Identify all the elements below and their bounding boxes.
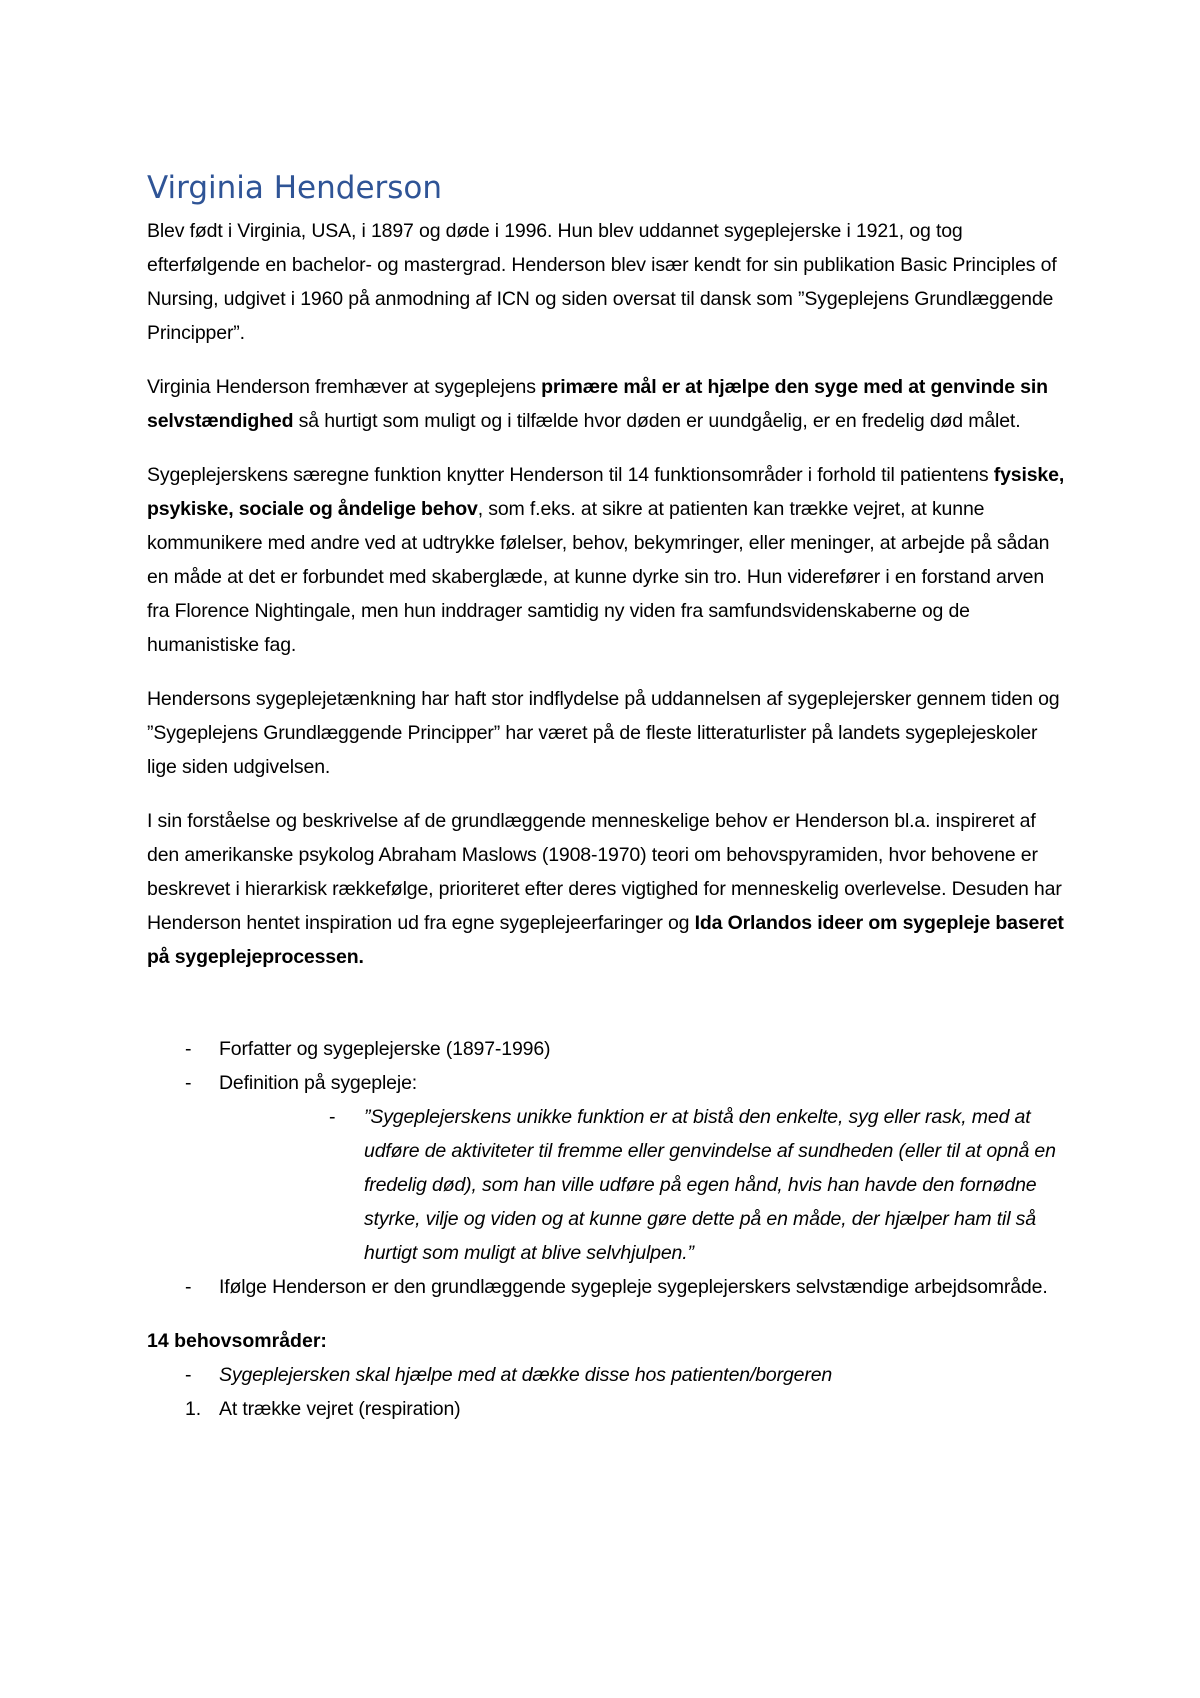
paragraph-biography: Blev født i Virginia, USA, i 1897 og døde i 1996. Hun blev uddannet sygeplejerske i 1921, og tog efterfølgende en bachelor- og mastergrad. Henderson blev især kendt for sin publikation Basic Principles of Nursing, udgivet i 1960 på anmodning af ICN og siden oversat til dansk som ”Sygeplejens Grundlæggende Principper”. (147, 220, 1057, 344)
nested-bullet-list (219, 1100, 1067, 1270)
list-item-text: Sygeplejersken skal hjælpe med at dække disse hos patienten/borgeren (219, 1364, 833, 1386)
list-item-text: Definition på sygepleje: (219, 1072, 418, 1094)
text-run: så hurtigt som muligt og i tilfælde hvor døden er uundgåelig, er en fredelig død målet. (293, 410, 1021, 432)
bold-text-run: fysiske, psykiske, sociale og åndelige behov (147, 464, 1065, 520)
list-item (147, 1358, 1067, 1392)
list-item (147, 1066, 1067, 1270)
list-item-text: Ifølge Henderson er den grundlæggende sygepleje sygeplejerskers selvstændige arbejdsområde. (219, 1276, 1048, 1298)
text-run: Virginia Henderson fremhæver at sygeplejens (147, 376, 542, 398)
text-run: I sin forståelse og beskrivelse af de grundlæggende menneskelige behov er Henderson bl.a. inspireret af den amerikanske psykolog Abraham Maslows (1908-1970) teori om behovspyramiden, hvor behovene er beskrevet i hierarkisk rækkefølge, prioriteret efter deres vigtighed for menneskelig overlevelse. Desuden har Henderson hentet inspiration ud fra egne sygeplejeerfaringer og (147, 810, 1062, 934)
numbered-item (147, 1392, 1067, 1426)
dash-marker: - (185, 1038, 192, 1060)
dash-marker: - (329, 1106, 336, 1128)
bold-text-run: Ida Orlandos ideer om sygepleje baseret på sygeplejeprocessen. (147, 912, 1064, 968)
numbered-list (147, 1392, 1067, 1426)
text-run: Sygeplejerskens særegne funktion knytter Henderson til 14 funktionsområder i forhold til patientens (147, 464, 994, 486)
note-list (147, 1358, 1067, 1392)
numbered-item-text: At trække vejret (respiration) (219, 1398, 461, 1420)
paragraph-influence: Hendersons sygeplejetænkning har haft stor indflydelse på uddannelsen af sygeplejersker gennem tiden og ”Sygeplejens Grundlæggende Principper” har været på de fleste litteraturlister på landets sygeplejeskoler lige siden udgivelsen. (147, 688, 1060, 778)
text-run: , som f.eks. at sikre at patienten kan trække vejret, at kunne kommunikere med andre ved at udtrykke følelser, behov, bekymringer, eller meninger, at arbejde på sådan en måde at det er forbundet med skaberglæde, at kunne dyrke sin tro. Hun viderefører i en forstand arven fra Florence Nightingale, men hun inddrager samtidig ny viden fra samfundsvidenskaberne og de humanistiske fag. (147, 498, 1050, 656)
paragraph-primary-goal (147, 370, 1067, 438)
number-marker: 1. (185, 1398, 201, 1420)
list-item (147, 1270, 1067, 1304)
section-heading: 14 behovsområder: (147, 1330, 327, 1352)
dash-marker: - (185, 1364, 192, 1386)
dash-marker: - (185, 1072, 192, 1094)
list-item (147, 1032, 1067, 1066)
document-title: Virginia Henderson (147, 170, 443, 206)
document-page (147, 166, 1067, 1426)
list-item-quote (219, 1100, 1067, 1270)
bold-text-run: primære mål er at hjælpe den syge med at genvinde sin selvstændighed (147, 376, 1048, 432)
paragraph-inspiration (147, 804, 1067, 974)
bullet-list (147, 1032, 1067, 1304)
list-item-text: Forfatter og sygeplejerske (1897-1996) (219, 1038, 551, 1060)
spacer (147, 994, 1067, 1032)
dash-marker: - (185, 1276, 192, 1298)
paragraph-function-areas (147, 458, 1067, 662)
definition-quote: ”Sygeplejerskens unikke funktion er at bistå den enkelte, syg eller rask, med at udføre de aktiviteter til fremme eller genvindelse af sundheden (eller til at opnå en fredelig død), som han ville udføre på egen hånd, hvis han havde den fornødne styrke, vilje og viden og at kunne gøre dette på en måde, der hjælper ham til så hurtigt som muligt at blive selvhjulpen.” (364, 1106, 1056, 1264)
